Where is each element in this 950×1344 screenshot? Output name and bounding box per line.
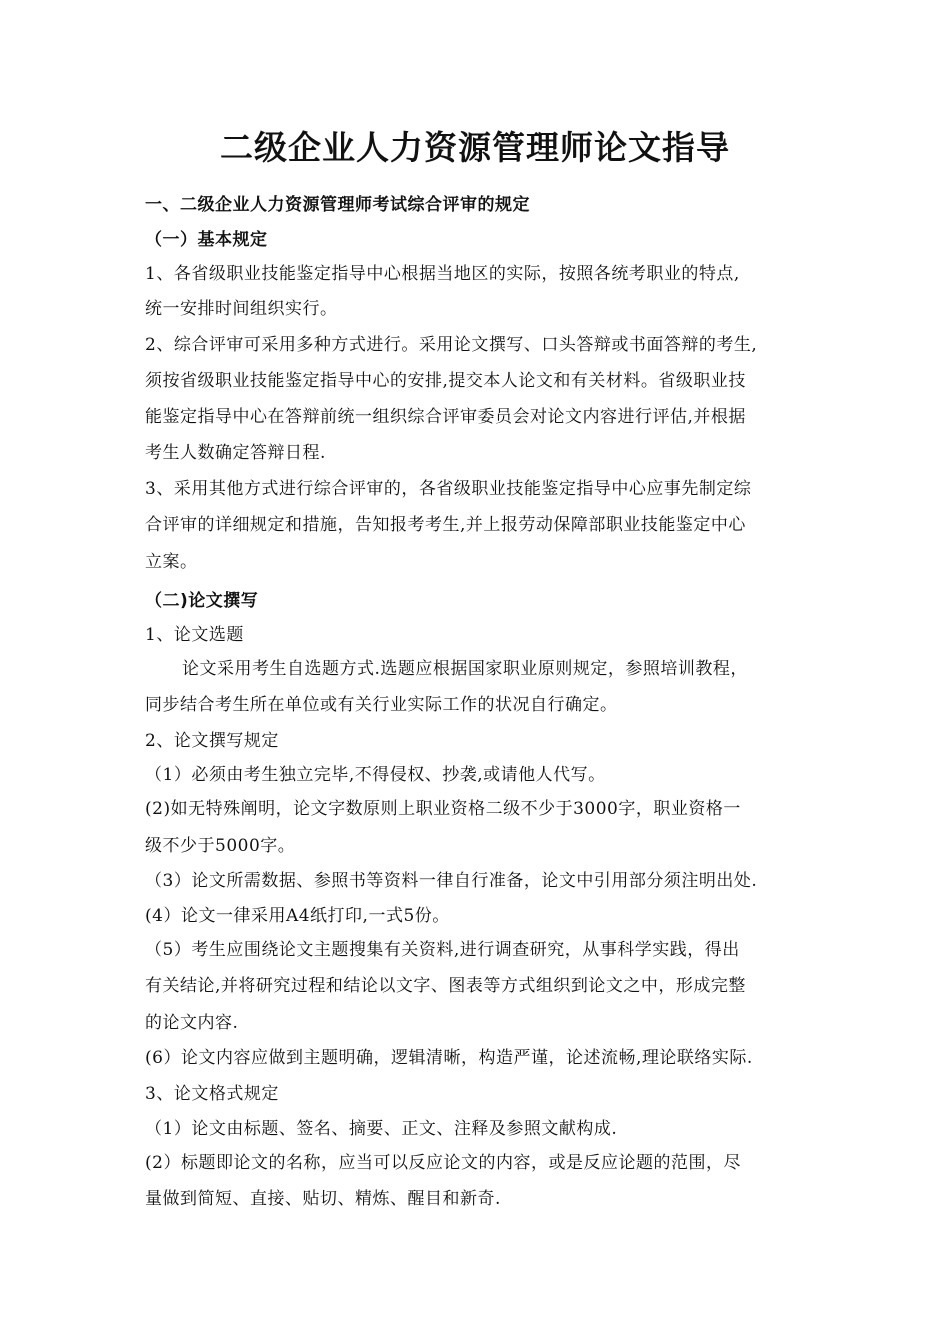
paragraph-line: 能鉴定指导中心在答辩前统一组织综合评审委员会对论文内容进行评估,并根据 (145, 407, 746, 427)
paragraph-line: 合评审的详细规定和措施，告知报考考生,并上报劳动保障部职业技能鉴定中心 (145, 515, 746, 535)
paragraph-line: （3）论文所需数据、参照书等资料一律自行准备，论文中引用部分须注明出处. (145, 871, 758, 891)
paragraph-line: （1）论文由标题、签名、摘要、正文、注释及参照文献构成. (145, 1119, 618, 1139)
paragraph-line: 须按省级职业技能鉴定指导中心的安排,提交本人论文和有关材料。省级职业技 (145, 371, 746, 391)
paragraph-line: (4）论文一律采用A4纸打印,一式5份。 (145, 906, 450, 926)
paragraph-line: 统一安排时间组织实行。 (145, 299, 338, 319)
subsection-heading: （一）基本规定 (145, 230, 268, 250)
paragraph-line: 2、综合评审可采用多种方式进行。采用论文撰写、口头答辩或书面答辩的考生, (145, 335, 758, 355)
paragraph-line: 的论文内容. (145, 1013, 239, 1033)
paragraph-line: 3、采用其他方式进行综合评审的，各省级职业技能鉴定指导中心应事先制定综 (145, 479, 752, 499)
paragraph-line: (2）标题即论文的名称，应当可以反应论文的内容，或是反应论题的范围，尽 (145, 1153, 741, 1173)
document-title: 二级企业人力资源管理师论文指导 (220, 128, 730, 167)
paragraph-line: （5）考生应围绕论文主题搜集有关资料,进行调查研究，从事科学实践，得出 (145, 940, 740, 960)
paragraph-line: 1、各省级职业技能鉴定指导中心根据当地区的实际，按照各统考职业的特点, (145, 264, 740, 284)
paragraph-line: 论文采用考生自选题方式.选题应根据国家职业原则规定，参照培训教程， (182, 659, 748, 679)
paragraph-line: 立案。 (145, 552, 198, 572)
paragraph-line: (6）论文内容应做到主题明确，逻辑清晰，构造严谨，论述流畅,理论联络实际. (145, 1048, 753, 1068)
paragraph-line: 1、论文选题 (145, 625, 244, 645)
subsection-heading: （二)论文撰写 (145, 591, 259, 611)
paragraph-line: （1）必须由考生独立完毕,不得侵权、抄袭,或请他人代写。 (145, 765, 606, 785)
paragraph-line: 量做到简短、直接、贴切、精炼、醒目和新奇. (145, 1189, 501, 1209)
paragraph-line: 考生人数确定答辩日程. (145, 443, 326, 463)
paragraph-line: 同步结合考生所在单位或有关行业实际工作的状况自行确定。 (145, 695, 618, 715)
paragraph-line: 2、论文撰写规定 (145, 731, 279, 751)
section-heading: 一、二级企业人力资源管理师考试综合评审的规定 (145, 195, 530, 215)
paragraph-line: (2)如无特殊阐明，论文字数原则上职业资格二级不少于3000字，职业资格一 (145, 799, 741, 819)
paragraph-line: 有关结论,并将研究过程和结论以文字、图表等方式组织到论文之中，形成完整 (145, 976, 746, 996)
paragraph-line: 级不少于5000字。 (145, 836, 296, 856)
paragraph-line: 3、论文格式规定 (145, 1084, 279, 1104)
